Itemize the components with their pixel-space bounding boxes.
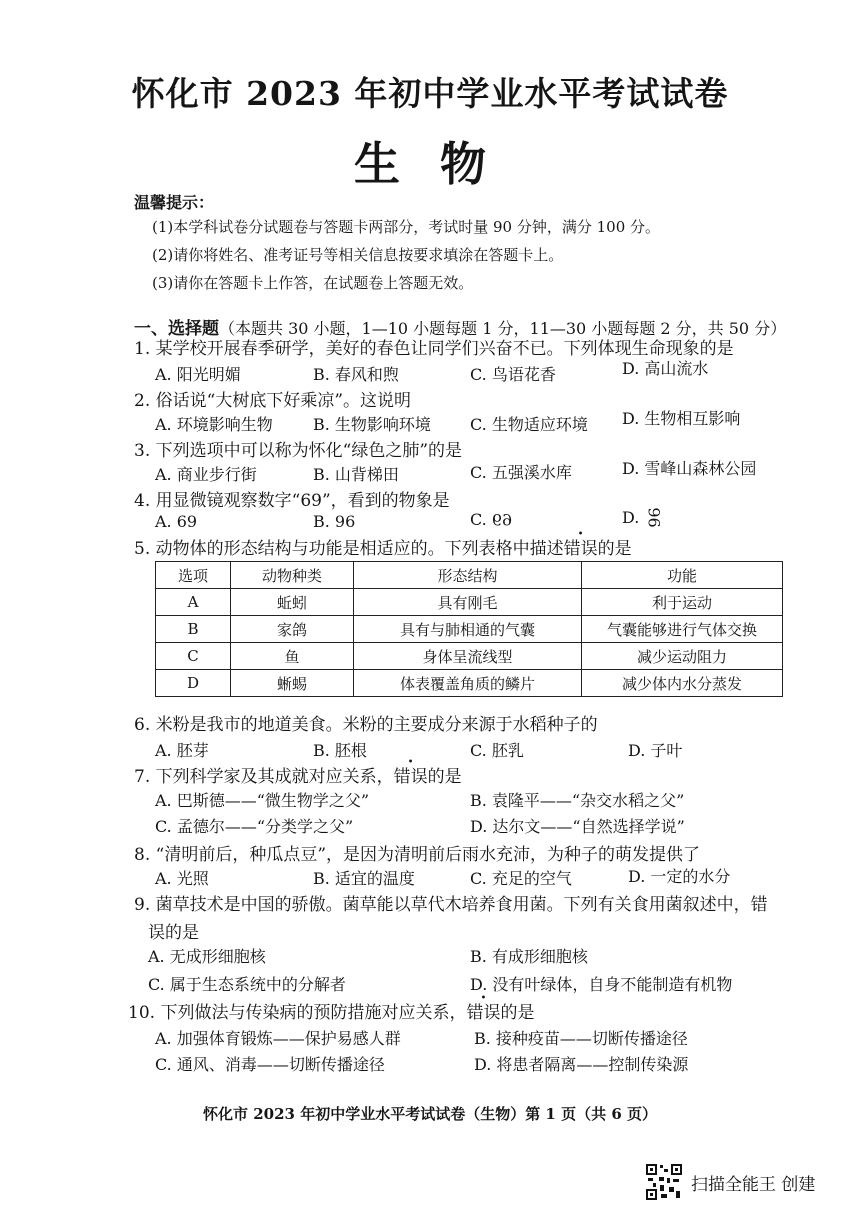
table-header: 动物种类 (231, 562, 354, 589)
question-stem: 1. 某学校开展春季研学，美好的春色让同学们兴奋不已。下列体现生命现象的是 (134, 339, 734, 359)
question-stem (128, 998, 534, 1023)
option: D. 生物相互影响 (622, 409, 741, 428)
subject-title: 生物 (354, 137, 526, 191)
question-stem: 8. “清明前后，种瓜点豆”，是因为清明前后雨水充沛，为种子的萌发提供了 (134, 845, 701, 865)
table-cell: 体表覆盖角质的鳞片 (354, 670, 582, 697)
option: C. 胚乳 (470, 741, 524, 760)
option: C. 孟德尔——“分类学之父” (155, 817, 354, 836)
option: C. 属于生态系统中的分解者 (148, 975, 346, 994)
stem-part: 10. 下列做法与传染病的预防措施对应关系， (128, 1003, 467, 1023)
option: B. 山背梯田 (313, 465, 399, 484)
table-cell: C (156, 643, 231, 670)
section-note: （本题共 30 小题，1—10 小题每题 1 分，11—30 小题每题 2 分，共 50 分） (219, 319, 787, 338)
question-stem: 4. 用显微镜观察数字“69”，看到的物象是 (134, 491, 450, 511)
option: D. 一定的水分 (628, 867, 731, 886)
emphasis-mark: 错误 (466, 1003, 501, 1023)
question-stem: 3. 下列选项中可以称为怀化“绿色之肺”的是 (134, 441, 463, 461)
option: D. 没有叶绿体，自身不能制造有机物 (470, 975, 733, 994)
table-cell: 蚯蚓 (231, 589, 354, 616)
option: A. 无成形细胞核 (148, 947, 266, 966)
option-label: C. (470, 510, 492, 529)
qr-code-icon (645, 1163, 683, 1201)
table-cell: 具有刚毛 (354, 589, 582, 616)
option: B. 接种疫苗——切断传播途径 (474, 1029, 688, 1048)
option: C. 鸟语花香 (470, 365, 556, 384)
option: A. 环境影响生物 (155, 415, 273, 434)
table-cell: 利于运动 (582, 589, 783, 616)
exam-title: 怀化市 2023 年初中学业水平考试试卷 (131, 74, 729, 113)
option-label: D. (622, 508, 645, 527)
option: A. 加强体育锻炼——保护易感人群 (155, 1029, 401, 1048)
option: D. 达尔文——“自然选择学说” (470, 817, 685, 836)
table-cell: 鱼 (231, 643, 354, 670)
option: A. 胚芽 (155, 741, 209, 760)
stem-part: 的是 (597, 539, 632, 559)
question-stem: 9. 菌草技术是中国的骄傲。菌草能以草代木培养食用菌。下列有关食用菌叙述中，错 (134, 895, 768, 915)
option: D. 高山流水 (622, 359, 709, 378)
emphasis-mark: 错误 (563, 539, 598, 559)
table-header-row (156, 562, 783, 589)
table-row (156, 643, 783, 670)
option: B. 适宜的温度 (313, 869, 415, 888)
stem-part: 7. 下列科学家及其成就对应关系， (134, 767, 394, 787)
table-cell: 蜥蜴 (231, 670, 354, 697)
option: C. 生物适应环境 (470, 415, 588, 434)
table-cell: 减少运动阻力 (582, 643, 783, 670)
option: C. 通风、消毒——切断传播途径 (155, 1055, 385, 1074)
option: D. 雪峰山森林公园 (622, 459, 757, 478)
option: B. 96 (313, 512, 356, 531)
question-stem: 6. 米粉是我市的地道美食。米粉的主要成分来源于水稻种子的 (134, 715, 598, 735)
table-row (156, 670, 783, 697)
option-rotated-text: 96 (645, 507, 665, 528)
option-rotated (470, 510, 512, 529)
table-row (156, 616, 783, 643)
option: B. 生物影响环境 (313, 415, 431, 434)
option: B. 春风和煦 (313, 365, 399, 384)
question-stem (134, 534, 632, 559)
tip-item: (1)本学科试卷分试题卷与答题卡两部分，考试时量 90 分钟，满分 100 分。 (152, 218, 661, 236)
option: A. 69 (155, 512, 198, 531)
table-cell: 气囊能够进行气体交换 (582, 616, 783, 643)
question-stem: 误的是 (148, 923, 199, 943)
tip-item: (3)请你在答题卡上作答，在试题卷上答题无效。 (152, 274, 474, 292)
table-row (156, 589, 783, 616)
option: D. 子叶 (628, 741, 683, 760)
option: A. 巴斯德——“微生物学之父” (155, 791, 370, 810)
scanner-watermark: 扫描全能王 创建 (691, 1175, 816, 1195)
table-cell: B (156, 616, 231, 643)
option: A. 光照 (155, 869, 209, 888)
table-header: 形态结构 (354, 562, 582, 589)
table-cell: 具有与肺相通的气囊 (354, 616, 582, 643)
stem-part: 的是 (500, 1003, 535, 1023)
page-footer: 怀化市 2023 年初中学业水平考试试卷（生物）第 1 页（共 6 页） (203, 1105, 657, 1123)
question-stem: 2. 俗话说“大树底下好乘凉”。这说明 (134, 391, 412, 411)
option: B. 有成形细胞核 (470, 947, 588, 966)
tip-item: (2)请你将姓名、准考证号等相关信息按要求填涂在答题卡上。 (152, 246, 564, 264)
option: C. 五强溪水库 (470, 463, 572, 482)
section-title: 一、选择题 (134, 319, 219, 339)
option: D. 将患者隔离——控制传染源 (474, 1055, 689, 1074)
option: B. 袁隆平——“杂交水稻之父” (470, 791, 685, 810)
option-rotated-text: 69 (491, 510, 513, 529)
option: B. 胚根 (313, 741, 367, 760)
option: C. 充足的空气 (470, 869, 572, 888)
option: A. 商业步行街 (155, 465, 257, 484)
stem-part: 的是 (427, 767, 462, 787)
option-rotated (622, 508, 665, 527)
table-header: 功能 (582, 562, 783, 589)
structure-function-table (155, 561, 783, 697)
tips-heading: 温馨提示： (134, 193, 215, 212)
emphasis-mark: 错误 (393, 767, 428, 787)
option: A. 阳光明媚 (155, 365, 241, 384)
table-cell: 家鸽 (231, 616, 354, 643)
table-cell: D (156, 670, 231, 697)
question-stem (134, 762, 462, 787)
table-cell: 身体呈流线型 (354, 643, 582, 670)
stem-part: 5. 动物体的形态结构与功能是相适应的。下列表格中描述 (134, 539, 564, 559)
table-header: 选项 (156, 562, 231, 589)
table-cell: 减少体内水分蒸发 (582, 670, 783, 697)
table-cell: A (156, 589, 231, 616)
